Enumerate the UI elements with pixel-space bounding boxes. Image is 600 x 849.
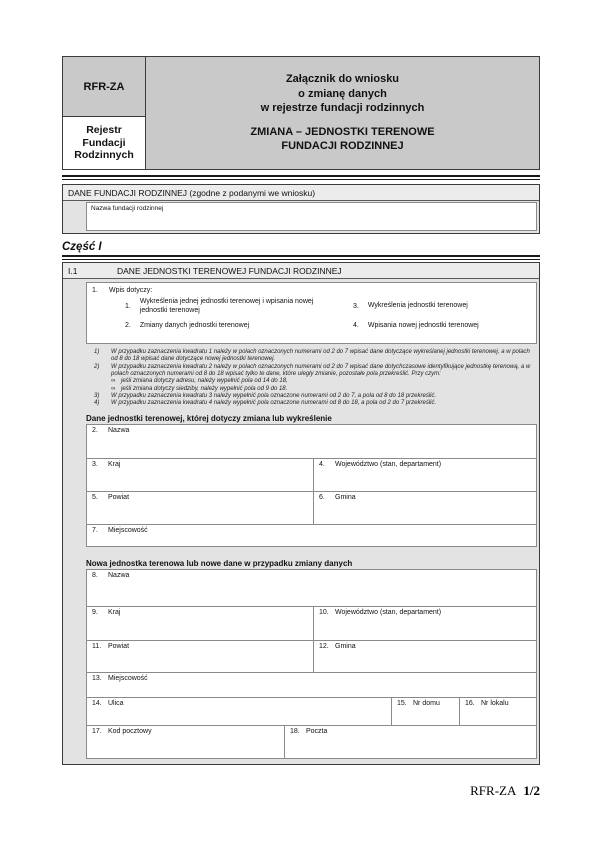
field-label: Nazwa fundacji rodzinnej bbox=[91, 205, 164, 212]
field-number: 2. bbox=[92, 426, 98, 434]
table-row bbox=[87, 525, 537, 547]
field-label: Powiat bbox=[108, 642, 130, 650]
footnote-text: W przypadku zaznaczenia kwadratu 2 należy w polach oznaczonych numerami od 2 do 7 wpisać dane dotychczasowe identyfikujące jednostkę terenową, a w polach oznaczonych numerami od 8 do 18 wpisać tylko te dane, które uległy zmianie, pozostałe pola przekreślić. Przy czym: bbox=[111, 363, 531, 377]
entry-option-3[interactable] bbox=[353, 302, 531, 311]
table-row bbox=[87, 641, 537, 673]
field-5-powiat[interactable] bbox=[87, 492, 314, 525]
table-row bbox=[87, 698, 537, 726]
table-row bbox=[87, 607, 537, 641]
header-left-column bbox=[63, 57, 146, 169]
field-11-powiat[interactable] bbox=[87, 641, 314, 673]
field-number: 14. bbox=[92, 699, 102, 707]
option-label: Wykreślenia jednostki terenowej bbox=[367, 302, 468, 310]
section-i1 bbox=[62, 262, 540, 765]
footer-page-number: 1/2 bbox=[523, 783, 540, 798]
field-number: 11. bbox=[92, 642, 102, 650]
field-6-gmina[interactable] bbox=[314, 492, 537, 525]
subsection-new-heading: Nowa jednostka terenowa lub nowe dane w przypadku zmiany danych bbox=[86, 558, 353, 568]
subsection-old-heading: Dane jednostki terenowej, której dotyczy zmiana lub wykreślenie bbox=[86, 413, 332, 423]
field-3-kraj[interactable] bbox=[87, 459, 314, 492]
field-13-miejscowosc[interactable] bbox=[87, 673, 537, 698]
option-label: Wpisania nowej jednostki terenowej bbox=[367, 321, 479, 329]
page-footer bbox=[62, 783, 540, 799]
field-number: 10. bbox=[319, 608, 329, 616]
section-i1-body bbox=[86, 282, 537, 759]
foundation-section-title-bar bbox=[63, 185, 539, 201]
form-code: RFR-ZA bbox=[83, 80, 125, 93]
field-number: 18. bbox=[290, 727, 300, 735]
field-label: Kod pocztowy bbox=[108, 727, 152, 735]
field-label: Wpis dotyczy: bbox=[109, 287, 153, 294]
entry-option-4[interactable] bbox=[353, 322, 531, 331]
field-label: Kraj bbox=[108, 460, 121, 468]
footnote-2-bullet-2 bbox=[94, 386, 537, 393]
entry-type-header bbox=[92, 287, 531, 294]
footnotes bbox=[94, 349, 537, 408]
footnote-marker: 4) bbox=[94, 400, 100, 407]
field-label: Nr domu bbox=[413, 699, 440, 707]
footnote-text: W przypadku zaznaczenia kwadratu 3 należy wypełnić pola oznaczone numerami od 2 do 7, a pola od 8 do 18 przekreślić. bbox=[111, 392, 437, 399]
register-name-line: Fundacji bbox=[82, 136, 126, 149]
field-number: 3. bbox=[92, 460, 98, 468]
field-9-kraj[interactable] bbox=[87, 607, 314, 641]
attachment-title-line: o zmianę danych bbox=[298, 87, 387, 100]
field-12-gmina[interactable] bbox=[314, 641, 537, 673]
field-label: Miejscowość bbox=[108, 674, 148, 682]
field-number: 7. bbox=[92, 526, 98, 534]
foundation-section-title: DANE FUNDACJI RODZINNEJ (zgodne z podanymi we wniosku) bbox=[68, 188, 316, 198]
register-name-line: Rejestr bbox=[86, 124, 122, 137]
footnote-1 bbox=[94, 349, 537, 364]
footer-form-code: RFR-ZA bbox=[470, 783, 517, 798]
field-number: 12. bbox=[319, 642, 329, 650]
foundation-data-section bbox=[62, 184, 540, 234]
option-label: Wykreślenia jednej jednostki terenowej i wpisania nowej jednostki terenowej bbox=[139, 298, 314, 314]
field-label: Miejscowość bbox=[108, 526, 148, 534]
footnote-marker: 2) bbox=[94, 363, 100, 370]
footnote-text: jeśli zmiana dotyczy siedziby, należy wypełnić pola od 9 do 18. bbox=[121, 385, 288, 392]
divider-double-rule bbox=[62, 255, 540, 260]
section-i1-number: I.1 bbox=[68, 266, 78, 276]
entry-option-1[interactable] bbox=[125, 298, 353, 316]
new-unit-fields-table bbox=[86, 569, 537, 759]
field-label: Ulica bbox=[108, 699, 124, 707]
option-number: 2. bbox=[125, 322, 131, 330]
register-name-line: Rodzinnych bbox=[74, 149, 134, 162]
section-i1-title: DANE JEDNOSTKI TERENOWEJ FUNDACJI RODZINNEJ bbox=[117, 266, 342, 276]
field-14-ulica[interactable] bbox=[87, 698, 392, 726]
attachment-title-line: w rejestrze fundacji rodzinnych bbox=[260, 101, 425, 114]
field-number: 17. bbox=[92, 727, 102, 735]
form-title-line: ZMIANA – JEDNOSTKI TERENOWE bbox=[250, 126, 435, 139]
field-17-kod-pocztowy[interactable] bbox=[87, 726, 285, 759]
field-10-wojewodztwo[interactable] bbox=[314, 607, 537, 641]
field-2-nazwa[interactable] bbox=[87, 425, 537, 459]
footnote-2-bullet-1 bbox=[94, 378, 537, 385]
field-number: 9. bbox=[92, 608, 98, 616]
footnote-bullet-icon: ∞ bbox=[111, 385, 116, 392]
field-16-nr-lokalu[interactable] bbox=[460, 698, 537, 726]
foundation-name-field[interactable] bbox=[86, 202, 537, 231]
field-label: Nazwa bbox=[108, 571, 130, 579]
footnote-text: jeśli zmiana dotyczy adresu, należy wypełnić pola od 14 do 18, bbox=[121, 378, 288, 385]
table-row bbox=[87, 570, 537, 607]
footnote-bullet-icon: ∞ bbox=[111, 378, 116, 385]
table-row bbox=[87, 673, 537, 698]
part-heading: Część I bbox=[62, 241, 102, 253]
field-label: Województwo (stan, departament) bbox=[335, 608, 442, 616]
option-number: 3. bbox=[353, 303, 359, 311]
field-number: 8. bbox=[92, 571, 98, 579]
divider-double-rule bbox=[62, 175, 540, 180]
entry-type-options bbox=[92, 298, 531, 330]
header-title-cell bbox=[146, 57, 539, 169]
field-label: Nazwa bbox=[108, 426, 130, 434]
field-label: Poczta bbox=[306, 727, 328, 735]
field-4-wojewodztwo[interactable] bbox=[314, 459, 537, 492]
form-content bbox=[62, 56, 540, 765]
register-name-cell bbox=[63, 117, 145, 169]
entry-option-2[interactable] bbox=[125, 322, 353, 331]
field-label: Gmina bbox=[335, 493, 356, 501]
field-label: Powiat bbox=[108, 493, 130, 501]
field-label: Województwo (stan, departament) bbox=[335, 460, 442, 468]
field-label: Kraj bbox=[108, 608, 121, 616]
field-number: 16. bbox=[465, 699, 475, 707]
field-number: 13. bbox=[92, 674, 102, 682]
field-label: Nr lokalu bbox=[481, 699, 509, 707]
field-number: 1. bbox=[92, 287, 98, 294]
field-15-nr-domu[interactable] bbox=[392, 698, 460, 726]
footnote-2 bbox=[94, 364, 537, 379]
table-row bbox=[87, 492, 537, 525]
field-18-poczta[interactable] bbox=[285, 726, 537, 759]
footnote-marker: 1) bbox=[94, 349, 100, 355]
option-label: Zmiany danych jednostki terenowej bbox=[139, 321, 250, 329]
field-7-miejscowosc[interactable] bbox=[87, 525, 537, 547]
foundation-section-body bbox=[63, 201, 539, 233]
footnote-text: W przypadku zaznaczenia kwadratu 4 należy wypełnić pola oznaczone numerami od 8 do 18, a pola od 2 do 7 przekreślić. bbox=[111, 400, 437, 407]
form-title-line: FUNDACJI RODZINNEJ bbox=[281, 140, 404, 153]
footnote-3 bbox=[94, 393, 537, 400]
attachment-title bbox=[261, 72, 425, 115]
table-row bbox=[87, 459, 537, 492]
attachment-title-line: Załącznik do wniosku bbox=[285, 73, 400, 86]
footnote-text: W przypadku zaznaczenia kwadratu 1 należy w polach oznaczonych numerami od 2 do 7 wpisać dane dotyczące wykreślanej jednostki terenowej, a w polach od 8 do 18 wpisać dane dotyczące nowej jednostki terenowej. bbox=[111, 349, 530, 363]
field-number: 4. bbox=[319, 460, 325, 468]
option-number: 1. bbox=[125, 303, 131, 311]
footnote-4 bbox=[94, 400, 537, 407]
old-unit-fields-table bbox=[86, 424, 537, 547]
footnote-marker: 3) bbox=[94, 392, 100, 399]
field-number: 15. bbox=[397, 699, 407, 707]
form-code-cell bbox=[63, 57, 145, 117]
field-number: 5. bbox=[92, 493, 98, 501]
option-number: 4. bbox=[353, 322, 359, 330]
field-8-nazwa[interactable] bbox=[87, 570, 537, 607]
section-i1-title-bar bbox=[63, 263, 539, 279]
field-label: Gmina bbox=[335, 642, 356, 650]
field-number: 6. bbox=[319, 493, 325, 501]
table-row bbox=[87, 425, 537, 459]
table-row bbox=[87, 726, 537, 759]
header-table bbox=[62, 56, 540, 170]
field-1-entry-type bbox=[86, 282, 537, 344]
form-title bbox=[250, 125, 434, 154]
